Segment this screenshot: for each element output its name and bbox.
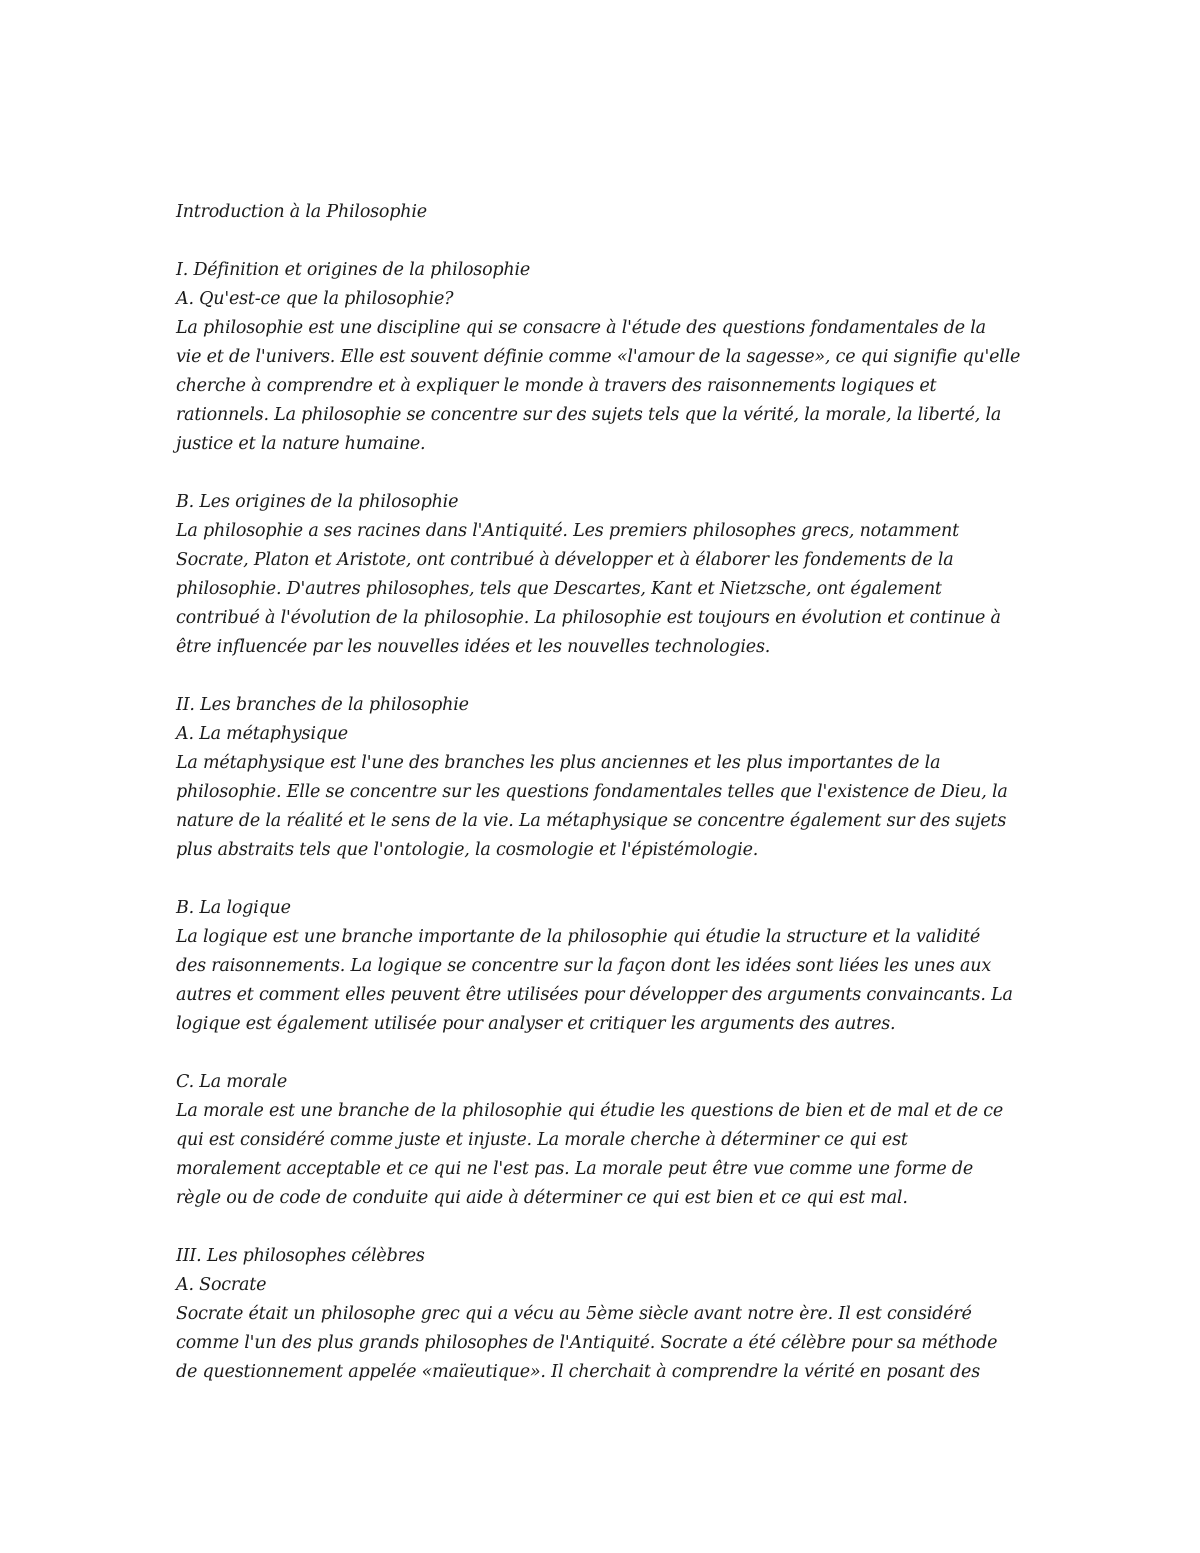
section-1b-heading: B. Les origines de la philosophie [176,492,459,512]
section-2-heading: II. Les branches de la philosophie [176,695,469,715]
paragraph-line: des raisonnements. La logique se concentre sur la façon dont les idées sont liées les unes aux [176,956,992,976]
paragraph-line: plus abstraits tels que l'ontologie, la cosmologie et l'épistémologie. [176,840,759,860]
paragraph-line: contribué à l'évolution de la philosophie. La philosophie est toujours en évolution et continue à [176,608,1001,628]
paragraph-line: La morale est une branche de la philosophie qui étudie les questions de bien et de mal et de ce [176,1101,1004,1121]
document-body [176,198,1036,1387]
paragraph-line: nature de la réalité et le sens de la vie. La métaphysique se concentre également sur des sujets [176,811,1007,831]
paragraph-line: logique est également utilisée pour analyser et critiquer les arguments des autres. [176,1014,896,1034]
paragraph-line: être influencée par les nouvelles idées et les nouvelles technologies. [176,637,771,657]
section-2a-heading: A. La métaphysique [176,724,348,744]
paragraph-line: cherche à comprendre et à expliquer le monde à travers des raisonnements logiques et [176,376,937,396]
paragraph-line: rationnels. La philosophie se concentre sur des sujets tels que la vérité, la morale, la liberté, la [176,405,1002,425]
spacer [176,1213,1036,1242]
spacer [176,1039,1036,1068]
spacer [176,227,1036,256]
spacer [176,662,1036,691]
paragraph-line: Socrate, Platon et Aristote, ont contribué à développer et à élaborer les fondements de la [176,550,954,570]
paragraph-line: vie et de l'univers. Elle est souvent définie comme «l'amour de la sagesse», ce qui signifie qu'elle [176,347,1021,367]
paragraph-line: philosophie. D'autres philosophes, tels que Descartes, Kant et Nietzsche, ont également [176,579,942,599]
paragraph-line: autres et comment elles peuvent être utilisées pour développer des arguments convaincants. La [176,985,1013,1005]
paragraph-line: de questionnement appelée «maïeutique». Il cherchait à comprendre la vérité en posant des [176,1362,980,1382]
paragraph-line: comme l'un des plus grands philosophes de l'Antiquité. Socrate a été célèbre pour sa méthode [176,1333,998,1353]
section-1-heading: I. Définition et origines de la philosophie [176,260,531,280]
paragraph-line: règle ou de code de conduite qui aide à déterminer ce qui est bien et ce qui est mal. [176,1188,908,1208]
spacer [176,865,1036,894]
paragraph-line: La métaphysique est l'une des branches les plus anciennes et les plus importantes de la [176,753,941,773]
section-1a-heading: A. Qu'est-ce que la philosophie? [176,289,454,309]
section-3-heading: III. Les philosophes célèbres [176,1246,425,1266]
section-2b-heading: B. La logique [176,898,291,918]
document-title: Introduction à la Philosophie [176,202,427,222]
paragraph-line: philosophie. Elle se concentre sur les questions fondamentales telles que l'existence de Dieu, la [176,782,1008,802]
paragraph-line: qui est considéré comme juste et injuste. La morale cherche à déterminer ce qui est [176,1130,908,1150]
paragraph-line: moralement acceptable et ce qui ne l'est pas. La morale peut être vue comme une forme de [176,1159,974,1179]
section-3a-heading: A. Socrate [176,1275,267,1295]
section-2c-heading: C. La morale [176,1072,287,1092]
paragraph-line: justice et la nature humaine. [176,434,426,454]
paragraph-line: La philosophie est une discipline qui se consacre à l'étude des questions fondamentales de la [176,318,986,338]
spacer [176,459,1036,488]
paragraph-line: Socrate était un philosophe grec qui a vécu au 5ème siècle avant notre ère. Il est considéré [176,1304,972,1324]
paragraph-line: La logique est une branche importante de la philosophie qui étudie la structure et la validité [176,927,981,947]
paragraph-line: La philosophie a ses racines dans l'Antiquité. Les premiers philosophes grecs, notamment [176,521,959,541]
